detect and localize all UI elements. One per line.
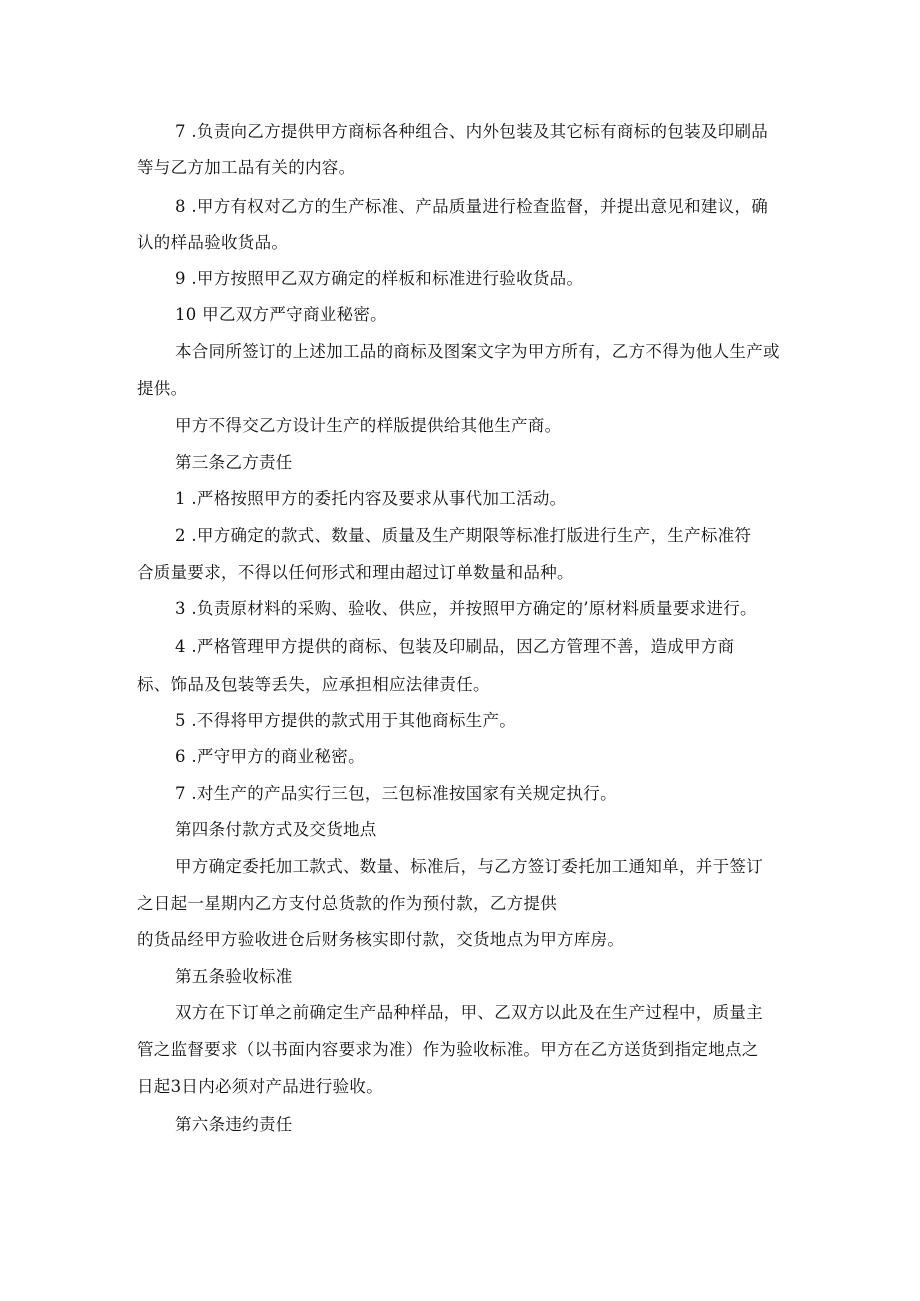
sample-paragraph: 甲方不得交乙方设计生产的样版提供给其他生产商。 <box>175 416 562 435</box>
duty-1: 1 .严格按照甲方的委托内容及要求从事代加工活动。 <box>175 489 567 508</box>
payment-line-2: 之日起一星期内乙方支付总货款的作为预付款，乙方提供 <box>137 894 557 913</box>
duty-5: 5 .不得将甲方提供的款式用于其他商标生产。 <box>175 711 517 730</box>
duty-4-line-1: 4 .严格管理甲方提供的商标、包装及印刷品，因乙方管理不善，造成甲方商 <box>175 637 735 656</box>
duty-3: 3 .负责原材料的采购、验收、供应，并按照甲方确定的’原材料质量要求进行。 <box>175 599 757 618</box>
trademark-paragraph-line-2: 提供。 <box>137 379 188 398</box>
section-heading-6: 第六条违约责任 <box>175 1115 293 1134</box>
section-heading-4: 第四条付款方式及交货地点 <box>175 820 377 839</box>
section-heading-3: 第三条乙方责任 <box>175 453 293 472</box>
clause-7-line-2: 等与乙方加工品有关的内容。 <box>137 158 356 177</box>
duty-4-line-2: 标、饰品及包装等丢失，应承担相应法律责任。 <box>137 675 490 694</box>
acceptance-line-2: 管之监督要求（以书面内容要求为准）作为验收标准。甲方在乙方送货到指定地点之 <box>137 1040 759 1059</box>
trademark-paragraph-line-1: 本合同所签订的上述加工品的商标及图案文字为甲方所有，乙方不得为他人生产或 <box>175 342 780 361</box>
duty-2-line-1: 2 .甲方确定的款式、数量、质量及生产期限等标准打版进行生产，生产标准符 <box>175 526 752 545</box>
duty-7: 7 .对生产的产品实行三包，三包标准按国家有关规定执行。 <box>175 784 617 803</box>
acceptance-line-1: 双方在下订单之前确定生产品种样品，甲、乙双方以此及在生产过程中，质量主 <box>175 1003 763 1022</box>
clause-8-line-1: 8 .甲方有权对乙方的生产标准、产品质量进行检查监督，并提出意见和建议，确 <box>175 197 769 216</box>
clause-7-line-1: 7 .负责向乙方提供甲方商标各种组合、内外包装及其它标有商标的包装及印刷品 <box>175 122 769 141</box>
payment-line-3: 的货品经甲方验收进仓后财务核实即付款，交货地点为甲方库房。 <box>137 930 625 949</box>
clause-8-line-2: 认的样品验收货品。 <box>137 233 289 252</box>
section-heading-5: 第五条验收标准 <box>175 967 293 986</box>
acceptance-line-3: 日起3日内必须对产品进行验收。 <box>137 1077 383 1096</box>
duty-6: 6 .严守甲方的商业秘密。 <box>175 747 365 766</box>
clause-10: 10 甲乙双方严守商业秘密。 <box>175 305 387 324</box>
payment-line-1: 甲方确定委托加工款式、数量、标准后，与乙方签订委托加工通知单，并于签订 <box>175 857 763 876</box>
duty-2-line-2: 合质量要求，不得以任何形式和理由超过订单数量和品种。 <box>137 563 574 582</box>
clause-9: 9 .甲方按照甲乙双方确定的样板和标准进行验收货品。 <box>175 269 584 288</box>
